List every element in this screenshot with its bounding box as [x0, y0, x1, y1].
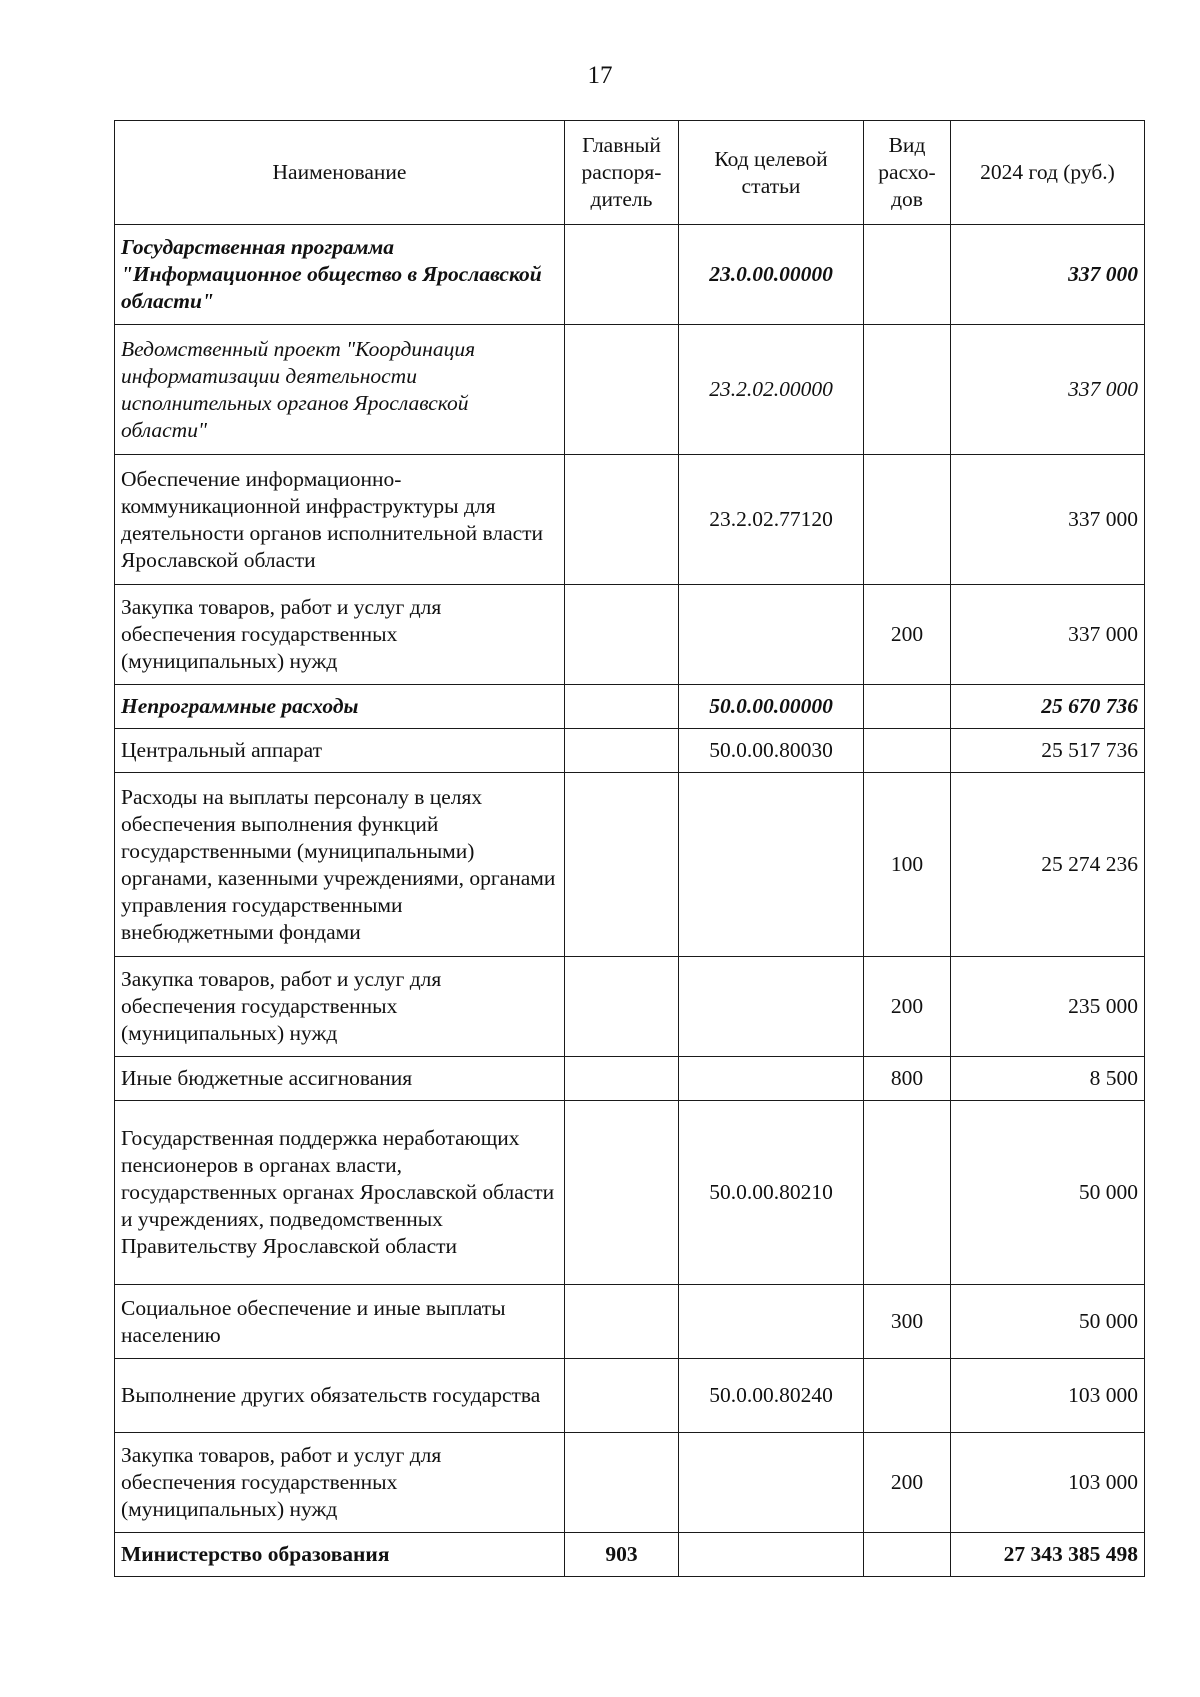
- cell-amount: 50 000: [951, 1285, 1145, 1359]
- table-row: [115, 1057, 1145, 1101]
- table-row: [115, 1101, 1145, 1285]
- header-expense-type: Вид расхо-дов: [864, 121, 951, 225]
- cell-target-code: 50.0.00.80210: [679, 1101, 864, 1285]
- header-manager: Главный распоря-дитель: [565, 121, 679, 225]
- header-name: Наименование: [115, 121, 565, 225]
- cell-manager: [565, 1101, 679, 1285]
- cell-name: Государственная программа "Информационное общество в Ярославской области": [115, 225, 565, 325]
- cell-amount: 50 000: [951, 1101, 1145, 1285]
- cell-expense-type: 200: [864, 957, 951, 1057]
- cell-name: Иные бюджетные ассигнования: [115, 1057, 565, 1101]
- cell-expense-type: 100: [864, 773, 951, 957]
- table-row: [115, 957, 1145, 1057]
- table-row: [115, 1359, 1145, 1433]
- cell-amount: 337 000: [951, 585, 1145, 685]
- cell-manager: [565, 1285, 679, 1359]
- cell-name: Министерство образования: [115, 1533, 565, 1577]
- cell-manager: [565, 773, 679, 957]
- cell-amount: 235 000: [951, 957, 1145, 1057]
- cell-expense-type: 300: [864, 1285, 951, 1359]
- cell-expense-type: [864, 729, 951, 773]
- cell-target-code: [679, 957, 864, 1057]
- cell-name: Непрограммные расходы: [115, 685, 565, 729]
- table-row: [115, 1533, 1145, 1577]
- cell-name: Обеспечение информационно-коммуникационной инфраструктуры для деятельности органов исполнительной власти Ярославской области: [115, 455, 565, 585]
- cell-target-code: [679, 585, 864, 685]
- cell-expense-type: [864, 455, 951, 585]
- cell-target-code: 23.2.02.00000: [679, 325, 864, 455]
- cell-manager: [565, 729, 679, 773]
- cell-target-code: 23.0.00.00000: [679, 225, 864, 325]
- cell-target-code: 50.0.00.80030: [679, 729, 864, 773]
- cell-expense-type: [864, 685, 951, 729]
- cell-name: Государственная поддержка неработающих пенсионеров в органах власти, государственных органах Ярославской области и учреждениях, подведомственных Правительству Ярославской области: [115, 1101, 565, 1285]
- cell-target-code: [679, 1533, 864, 1577]
- cell-manager: [565, 1057, 679, 1101]
- cell-expense-type: [864, 1533, 951, 1577]
- cell-manager: [565, 1433, 679, 1533]
- cell-amount: 25 517 736: [951, 729, 1145, 773]
- cell-amount: 25 274 236: [951, 773, 1145, 957]
- cell-target-code: 23.2.02.77120: [679, 455, 864, 585]
- table-row: [115, 455, 1145, 585]
- budget-table: [114, 120, 1145, 1577]
- table-row: [115, 1433, 1145, 1533]
- cell-expense-type: [864, 225, 951, 325]
- table-row: [115, 773, 1145, 957]
- cell-name: Закупка товаров, работ и услуг для обеспечения государственных (муниципальных) нужд: [115, 957, 565, 1057]
- cell-name: Центральный аппарат: [115, 729, 565, 773]
- cell-target-code: 50.0.00.80240: [679, 1359, 864, 1433]
- cell-amount: 337 000: [951, 225, 1145, 325]
- cell-expense-type: [864, 325, 951, 455]
- cell-name: Закупка товаров, работ и услуг для обеспечения государственных (муниципальных) нужд: [115, 585, 565, 685]
- table-row: [115, 1285, 1145, 1359]
- table-row: [115, 685, 1145, 729]
- cell-manager: [565, 225, 679, 325]
- table-row: [115, 325, 1145, 455]
- cell-manager: [565, 957, 679, 1057]
- cell-name: Расходы на выплаты персоналу в целях обеспечения выполнения функций государственными (муниципальными) органами, казенными учреждениями, органами управления государственными внебюджетными фондами: [115, 773, 565, 957]
- cell-amount: 103 000: [951, 1359, 1145, 1433]
- cell-amount: 103 000: [951, 1433, 1145, 1533]
- cell-target-code: [679, 1285, 864, 1359]
- cell-manager: [565, 685, 679, 729]
- cell-amount: 337 000: [951, 325, 1145, 455]
- cell-manager: 903: [565, 1533, 679, 1577]
- cell-expense-type: [864, 1359, 951, 1433]
- cell-amount: 25 670 736: [951, 685, 1145, 729]
- cell-name: Социальное обеспечение и иные выплаты населению: [115, 1285, 565, 1359]
- cell-target-code: [679, 773, 864, 957]
- page-number: 17: [587, 62, 613, 89]
- table-body: [115, 225, 1145, 1577]
- table-row: [115, 729, 1145, 773]
- cell-name: Закупка товаров, работ и услуг для обеспечения государственных (муниципальных) нужд: [115, 1433, 565, 1533]
- header-target-code: Код целевой статьи: [679, 121, 864, 225]
- table-row: [115, 585, 1145, 685]
- cell-amount: 8 500: [951, 1057, 1145, 1101]
- cell-expense-type: [864, 1101, 951, 1285]
- cell-expense-type: 800: [864, 1057, 951, 1101]
- cell-target-code: [679, 1433, 864, 1533]
- cell-amount: 27 343 385 498: [951, 1533, 1145, 1577]
- cell-manager: [565, 455, 679, 585]
- cell-name: Выполнение других обязательств государства: [115, 1359, 565, 1433]
- table-header-row: [115, 121, 1145, 225]
- cell-amount: 337 000: [951, 455, 1145, 585]
- cell-target-code: [679, 1057, 864, 1101]
- cell-expense-type: 200: [864, 1433, 951, 1533]
- cell-manager: [565, 1359, 679, 1433]
- cell-manager: [565, 585, 679, 685]
- cell-target-code: 50.0.00.00000: [679, 685, 864, 729]
- cell-name: Ведомственный проект "Координация информатизации деятельности исполнительных органов Ярославской области": [115, 325, 565, 455]
- header-amount: 2024 год (руб.): [951, 121, 1145, 225]
- table-row: [115, 225, 1145, 325]
- cell-expense-type: 200: [864, 585, 951, 685]
- cell-manager: [565, 325, 679, 455]
